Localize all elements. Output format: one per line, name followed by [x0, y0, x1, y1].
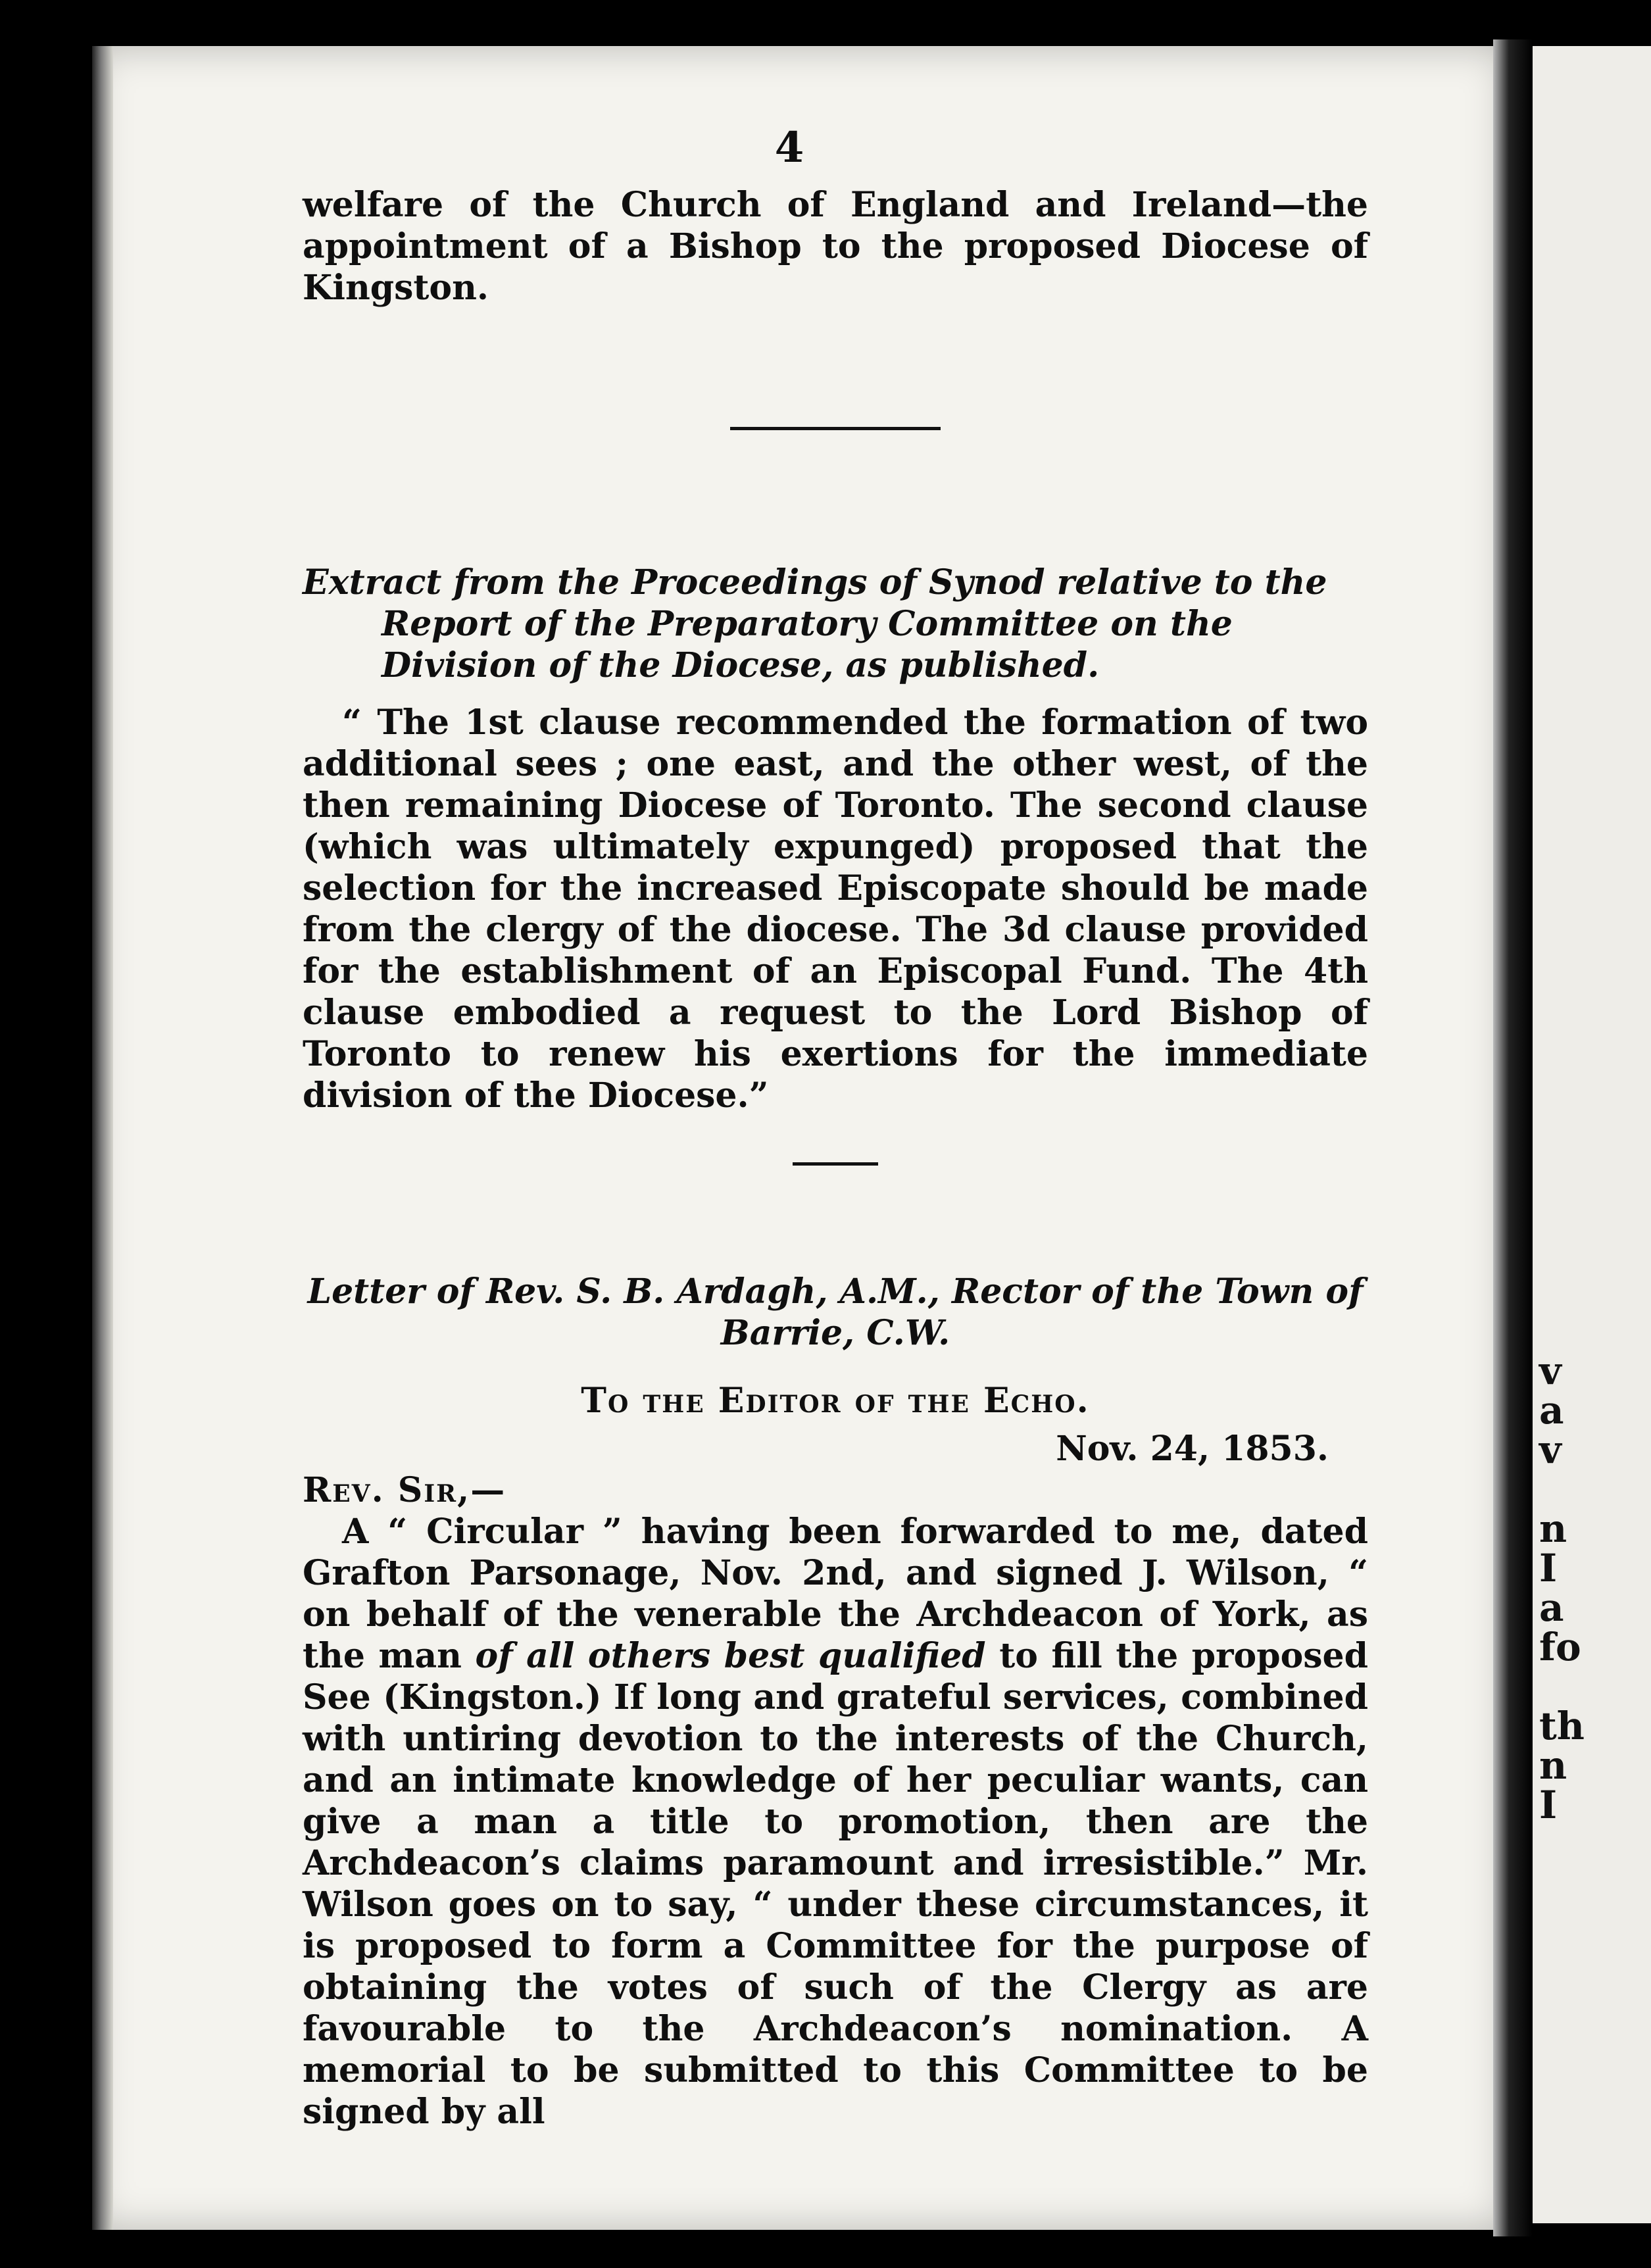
fragment-text: I	[1539, 1546, 1558, 1590]
fragment-text: n	[1539, 1743, 1567, 1788]
adjacent-page-fragment	[1533, 46, 1651, 2223]
letter-heading-line2: Barrie, C.W.	[720, 1313, 950, 1353]
letter-body-part1: A “ Circular ” having been forwarded to me, dated Grafton Parsonage, Nov. 2nd, and signed J. Wilson, “ on behalf of the venerable the Archdeacon of York, as the man	[303, 1512, 1368, 1676]
page-number: 4	[774, 123, 804, 172]
fragment-text: I	[1539, 1783, 1558, 1827]
fragment-text: a	[1539, 1388, 1564, 1433]
page-content	[303, 118, 1368, 2132]
letter-body-part2: to fill the proposed See (Kingston.) If long and grateful services, combined with untiring devotion to the interests of the Church, and an intimate knowledge of her peculiar wants, can give a man a title to promotion, then are the Archdeacon’s claims paramount and irresistible.” Mr. Wilson goes on to say, “ under these circumstances, it is proposed to form a Committee for the purpose of obtaining the votes of such of the Clergy as are favourable to the Archdeacon’s nomination. A memorial to be submitted to this Committee to be signed by all	[303, 1636, 1369, 2132]
salutation: Rev. Sir,—	[303, 1470, 506, 1510]
extract-quote: “ The 1st clause recommended the formation of two additional sees ; one east, and the other west, of the then remaining Diocese of Toronto. The second clause (which was ultimately expunged) proposed that the selection for the increased Episcopate should be made from the clergy of the diocese. The 3d clause provided for the establishment of an Episcopal Fund. The 4th clause embodied a request to the Lord Bishop of Toronto to renew his exertions for the immediate division of the Diocese.”	[303, 703, 1368, 1116]
fragment-text: n	[1539, 1506, 1567, 1551]
fragment-text: th	[1539, 1704, 1585, 1748]
fragment-text: fo	[1539, 1625, 1581, 1669]
letter-heading-line1: Letter of Rev. S. B. Ardagh, A.M., Rector of the Town of	[307, 1271, 1364, 1312]
letter-heading	[303, 1271, 1368, 1354]
page-gutter	[1493, 39, 1533, 2236]
binding-edge	[92, 46, 113, 2230]
opening-paragraph: welfare of the Church of England and Ireland—the appointment of a Bishop to the proposed Diocese of Kingston.	[303, 185, 1368, 308]
fragment-text: v	[1539, 1427, 1562, 1472]
section-divider	[793, 1162, 878, 1166]
section-divider	[730, 427, 941, 430]
fragment-text: a	[1539, 1585, 1564, 1630]
letter-body	[303, 1511, 1368, 2132]
extract-caption: Extract from the Proceedings of Synod relative to the Report of the Preparatory Committee on the Division of the Diocese, as published.	[303, 562, 1327, 685]
addressee: To the Editor of the Echo.	[581, 1381, 1090, 1421]
fragment-text: v	[1539, 1348, 1562, 1393]
letter-date: Nov. 24, 1853.	[1056, 1429, 1329, 1469]
letter-body-emphasis: of all others best qualified	[475, 1636, 986, 1676]
